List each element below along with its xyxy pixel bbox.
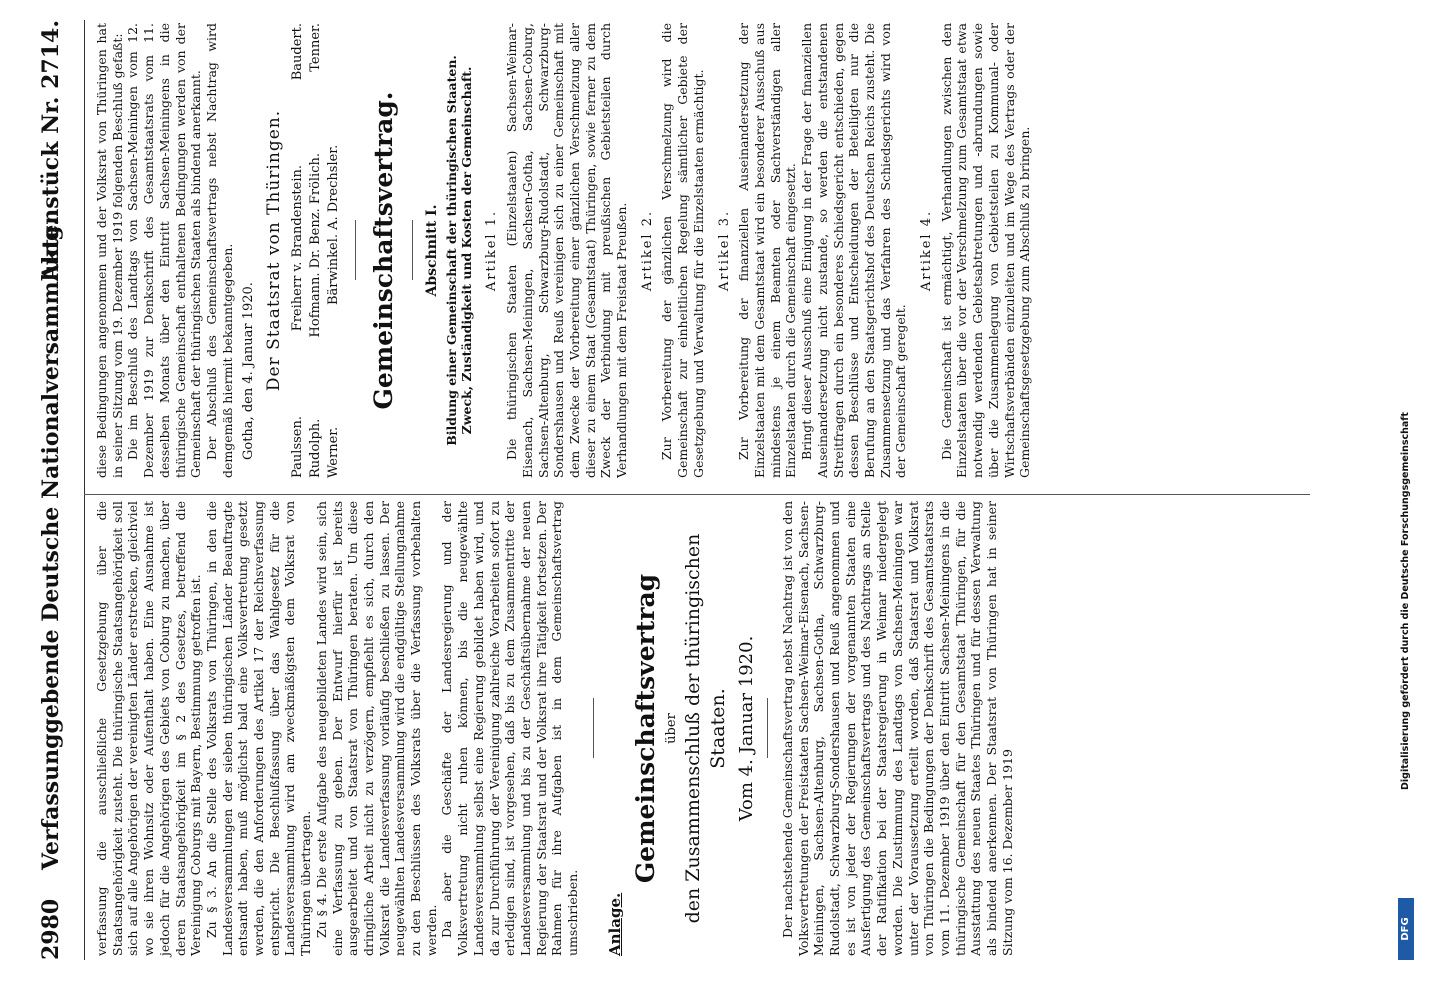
page-header [38, 20, 80, 960]
aktenstueck-number: Aktenstück Nr. 2714. [38, 20, 64, 282]
artikel-text: Zur Vorbereitung der finanziellen Auseinandersetzung der Einzelstaaten mit dem Gesamtstaat wird ein besonderer Ausschuß aus mindestens je einem Beamten oder Sachverständigen aller Einzelstaaten durch die Gemeinschaft eingesetzt. [736, 23, 799, 478]
vertrag-title: Gemeinschaftsvertrag [630, 573, 660, 884]
header-rule [84, 20, 85, 960]
digitization-credit: Digitalisierung gefördert durch die Deutsche Forschungsgemeinschaft [1400, 412, 1411, 790]
signature: Werner. [325, 426, 341, 478]
divider [412, 221, 413, 281]
page-number: 2980 [38, 898, 64, 960]
paragraph: Der Abschluß des Gemeinschaftsvertrags nebst Nachtrag wird demgemäß hiermit bekanntgegeben. [203, 23, 235, 478]
place-date: Gotha, den 4. Januar 1920. [241, 282, 257, 460]
artikel-heading: Artikel 4. [919, 209, 935, 292]
left-column [94, 501, 1015, 956]
vertrag-date: Vom 4. Januar 1920. [736, 635, 758, 822]
dfg-logo: DFG [1398, 898, 1414, 960]
staatsrat-heading: Der Staatsrat von Thüringen. [264, 109, 285, 392]
signature: Tenner. [307, 23, 323, 72]
paragraph: verfassung die ausschließliche Gesetzgebung über die Staatsangehörigkeit zusteht. Die thüringische Staatsangehörigkeit soll sich auf alle Angehörigen der vereinigten Länder erstrecken, gleichviel wo sie ihren Wohnsitz oder Aufenthalt haben. Eine Ausnahme ist jedoch für die Angehörigen des Gebiets von Coburg zu machen, über deren Staatsangehörigkeit im § 2 des Gesetzes, betreffend die Vereinigung Coburgs mit Bayern, Bestimmung getroffen ist. [94, 501, 204, 956]
anlage-heading: Anlage. [605, 892, 624, 956]
signature-row [289, 23, 307, 478]
paragraph-zu-3: Zu § 3. An die Stelle des Volksrats von Thüringen, in den die Landesversammlungen der sieben thüringischen Länder Beauftragte entsandt haben, muß möglichst bald eine Volksvertretung gesetzt werden, die den Anforderungen des Artikel 17 der Reichsverfassung entspricht. Die Beschlußfassung über das Wahlgesetz für die Landesversammlung wird am zweckmäßigsten dem Volksrat von Thüringen übertragen. [203, 501, 314, 956]
artikel-text: Zur Vorbereitung der gänzlichen Verschmelzung wird die Gemeinschaft zur einheitlichen Regelung sämtlicher Gebiete der Gesetzgebung und Verwaltung für die Einzelstaaten ermächtigt. [659, 23, 706, 478]
signature: Baudert. [289, 23, 305, 81]
running-title: Verfassunggebende Deutsche Nationalversammlung. [38, 217, 64, 870]
artikel-text: Die thüringischen Staaten (Einzelstaaten) Sachsen-Weimar-Eisenach, Sachsen-Meiningen, Sachsen-Gotha, Sachsen-Coburg, Sachsen-Altenburg, Schwarzburg-Rudolstadt, Schwarzburg-Sondershausen und Reuß vereinigen sich zu einer Gemeinschaft mit dem Zwecke der Vorbereitung einer gänzlichen Verschmelzung aller dieser zu einem Staat (Gesamtstaat) Thüringen, sowie ferner zu dem Zweck der Verbindung mit preußischen Gebietsteilen durch Verhandlungen mit dem Freistaat Preußen. [504, 23, 630, 478]
vertrag-subtitle: den Zusammenschluß der thüringischen Staaten. [682, 533, 730, 924]
paragraph-zu-4: Zu § 4. Die erste Aufgabe des neugebildeten Landes wird sein, sich eine Verfassung zu geben. Der Entwurf hierfür ist bereits ausgearbeitet und von Staatsrat von Thüringen beraten. Um diese dringliche Arbeit nicht zu verzögern, empfiehlt es sich, durch den Volksrat die Landesverfassung vorläufig beschließen zu lassen. Der neugewählten Landesversammlung wird die endgültige Stellungnahme zu den Beschlüssen des Volksrats über die Verfassung vorbehalten werden. [313, 501, 439, 956]
signature: Hofmann. Dr. Benz. Frölich. [307, 153, 323, 338]
column-divider [84, 494, 1310, 495]
abschnitt-subtitle: Bildung einer Gemeinschaft der thüringischen Staaten. [444, 55, 460, 446]
right-column [94, 23, 1033, 478]
abschnitt-heading: Abschnitt I. [423, 204, 440, 297]
signature-row [307, 23, 325, 478]
signature: Bärwinkel. A. Drechsler. [325, 144, 341, 306]
title-ueber: über [663, 713, 679, 744]
beschluss-quote: Die im Beschluß des Landtags von Sachsen-Meiningen vom 12. Dezember 1919 zur Denkschrift des Gesamtstaatsrats vom 11. desselben Monats über den Eintritt Sachsen-Meiningens in die thüringische Gemeinschaft enthaltenen Bedingungen werden von der Gemeinschaft der thüringischen Staaten als bindend anerkannt. [125, 23, 204, 478]
paragraph: Da aber die Geschäfte der Landesregierung und der Volksvertretung nicht ruhen können, bis die neugewählte Landesversammlung selbst eine Regierung gebildet haben wird, und da zur Durchführung der Vereinigung zahlreiche Vorarbeiten sofort zu erledigen sind, ist vorgesehen, daß bis zu dem Zusammentritte der Landesversammlung und bis zu der Geschäftsübernahme der neuen Regierung der Staatsrat und der Volksrat ihre Tätigkeit fortsetzen. Der Rahmen für ihre Aufgaben ist in dem Gemeinschaftsvertrag umschrieben. [439, 501, 581, 956]
signature: Paulssen. [289, 416, 305, 478]
divider [767, 699, 768, 759]
abschnitt-subtitle: Zweck, Zuständigkeit und Kosten der Gemeinschaft. [459, 66, 475, 435]
signature: Freiherr v. Brandenstein. [289, 164, 305, 332]
artikel-text: Bringt dieser Ausschuß eine Einigung in der Frage der finanziellen Auseinandersetzung nicht zustande, so werden die entstandenen Streitfragen durch ein besonderes Schiedsgericht entschieden, gegen dessen Beschlüsse und Entscheidungen der Beteiligten nur die Berufung an den Staatsgerichtshof des Deutschen Reichs zusteht. Die Zusammensetzung und das Verfahren des Schiedsgerichts wird von der Gemeinschaft geregelt. [799, 23, 909, 478]
vertrag-title: Gemeinschaftsvertrag. [368, 91, 398, 410]
signatures [289, 23, 343, 478]
divider [593, 699, 594, 759]
artikel-heading: Artikel 3. [716, 209, 732, 292]
artikel-heading: Artikel 1. [484, 209, 500, 292]
artikel-text: Die Gemeinschaft ist ermächtigt, Verhandlungen zwischen den Einzelstaaten über die vor der Verschmelzung zum Gesamtstaat etwa notwendig werdenden Gebietsabtretungen und -abrundungen sowie über die Zusammenlegung von Gebietsteilen zu Kommunal- oder Wirtschaftsverbänden einzuleiten und im Wege des Vertrags oder der Gemeinschaftsgesetzgebung zum Abschluß zu bringen. [938, 23, 1033, 478]
paragraph: Der nachstehende Gemeinschaftsvertrag nebst Nachtrag ist von den Volksvertretungen der Freistaaten Sachsen-Weimar-Eisenach, Sachsen-Meiningen, Sachsen-Altenburg, Sachsen-Gotha, Schwarzburg-Rudolstadt, Schwarzburg-Sondershausen und Reuß angenommen und es ist von jeder der Regierungen der vorgenannten Staaten eine Ausfertigung des Gemeinschaftsvertrags und des Nachtrags an Stelle der Ratifikation bei der Staatsregierung in Weimar niedergelegt worden. Die Zustimmung des Landtags von Sachsen-Meiningen war unter der Voraussetzung erteilt worden, daß Staatsrat und Volksrat von Thüringen die Bedingungen der Denkschrift des Gesamtstaatsrats vom 11. Dezember 1919 über den Eintritt Sachsen-Meiningens in die thüringische Gemeinschaft für den Gesamtstaat Thüringen, für die Ausstattung des neuen Staates Thüringen und für dessen Verwaltung als bindend anerkennen. Der Staatsrat von Thüringen hat in seiner Sitzung vom 16. Dezember 1919 [779, 501, 1015, 956]
divider [355, 221, 356, 281]
paragraph: diese Bedingungen angenommen und der Volksrat von Thüringen hat in seiner Sitzung vom 19. Dezember 1919 folgenden Beschluß gefaßt: [94, 23, 125, 478]
artikel-heading: Artikel 2. [639, 209, 655, 292]
signature-row [325, 23, 343, 478]
signature: Rudolph. [307, 418, 323, 478]
